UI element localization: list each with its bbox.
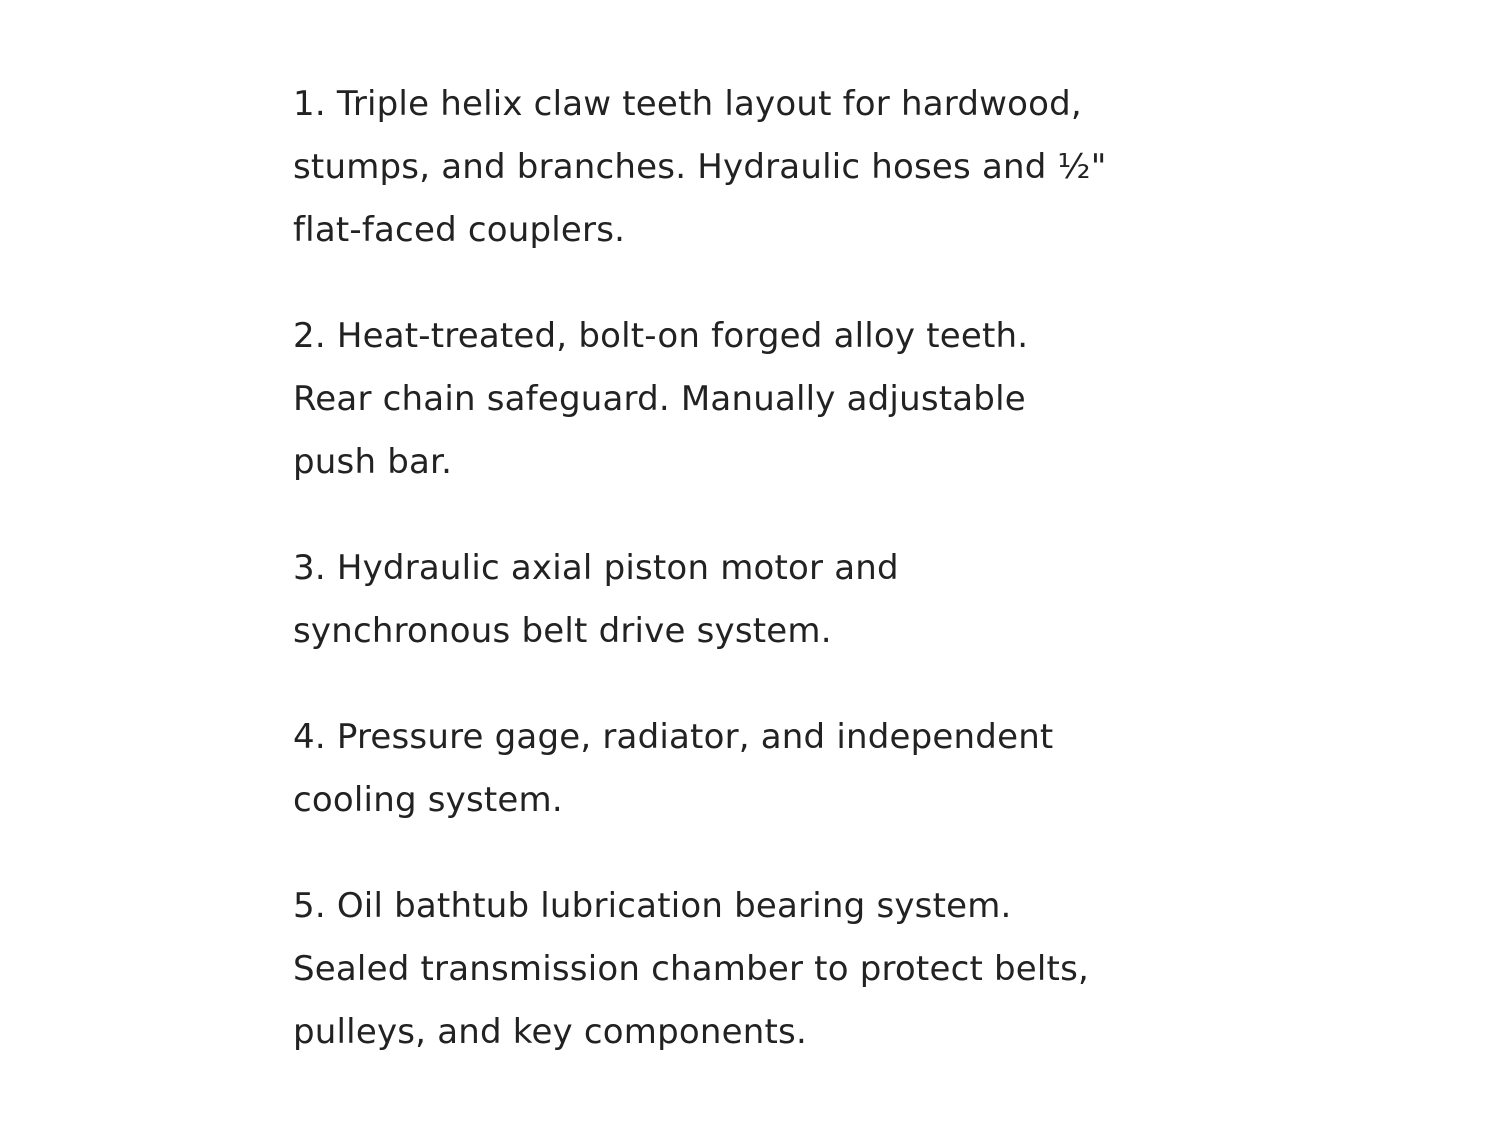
feature-line: Sealed transmission chamber to protect belts, [293, 949, 1090, 989]
feature-item-3 [293, 537, 1223, 663]
feature-line: stumps, and branches. Hydraulic hoses and ½" [293, 147, 1107, 187]
feature-line: 4. Pressure gage, radiator, and independent [293, 717, 1054, 757]
feature-line: pulleys, and key components. [293, 1012, 807, 1052]
feature-line: cooling system. [293, 780, 563, 820]
feature-line: flat-faced couplers. [293, 210, 626, 250]
feature-line: 3. Hydraulic axial piston motor and [293, 548, 899, 588]
feature-line: 5. Oil bathtub lubrication bearing system. [293, 886, 1012, 926]
feature-item-5 [293, 875, 1223, 1064]
feature-line: synchronous belt drive system. [293, 611, 832, 651]
feature-line: push bar. [293, 442, 453, 482]
feature-line: 2. Heat-treated, bolt-on forged alloy teeth. [293, 316, 1029, 356]
feature-line: 1. Triple helix claw teeth layout for hardwood, [293, 84, 1082, 124]
feature-item-2 [293, 305, 1223, 494]
feature-item-1 [293, 73, 1223, 262]
feature-item-4 [293, 706, 1223, 832]
feature-list [293, 73, 1223, 1064]
feature-line: Rear chain safeguard. Manually adjustable [293, 379, 1026, 419]
